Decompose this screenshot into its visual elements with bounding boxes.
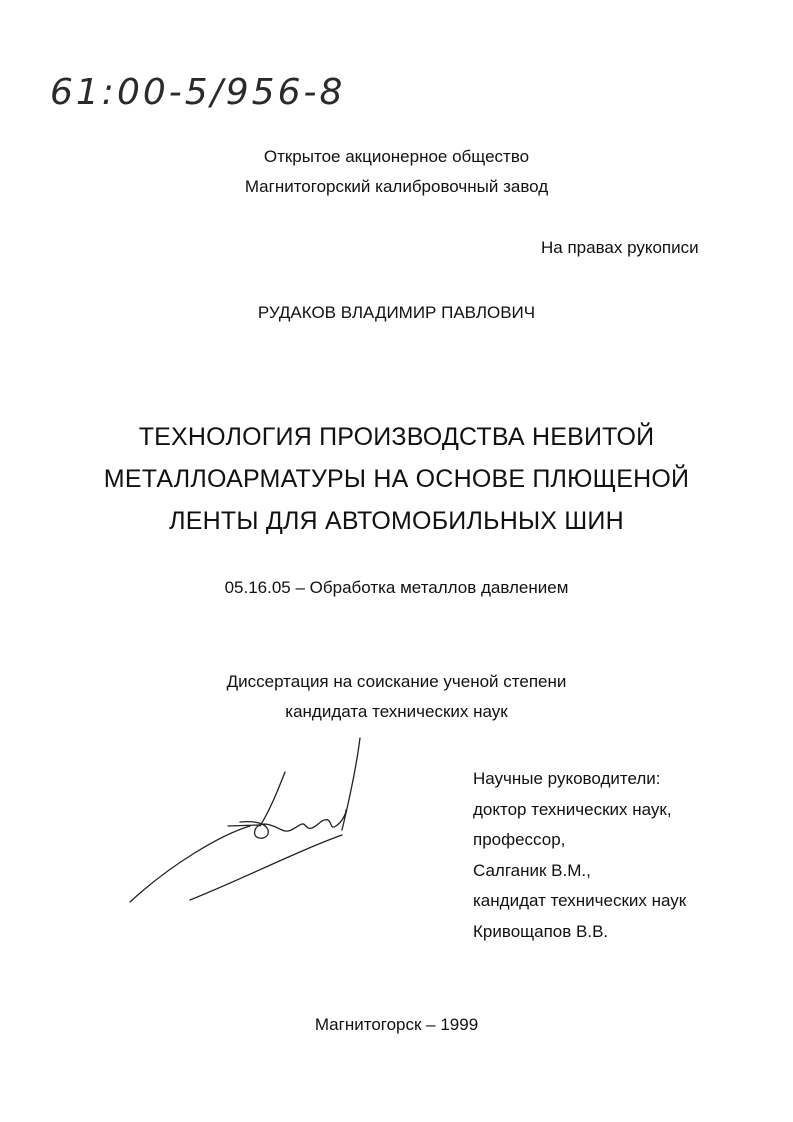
supervisors-heading: Научные руководители: (473, 769, 661, 788)
organization-block (0, 142, 793, 202)
thesis-title-line-2: МЕТАЛЛОАРМАТУРЫ НА ОСНОВЕ ПЛЮЩЕНОЙ (103, 465, 690, 493)
degree-statement (0, 667, 793, 727)
archive-number-handwritten: 61:00-5/956-8 (50, 72, 346, 113)
supervisor-2-name: Кривощапов В.В. (473, 921, 609, 941)
thesis-title-line-3: ЛЕНТЫ ДЛЯ АВТОМОБИЛЬНЫХ ШИН (169, 507, 624, 535)
thesis-title-line-1: ТЕХНОЛОГИЯ ПРОИЗВОДСТВА НЕВИТОЙ (138, 423, 655, 451)
organization-line-2: Магнитогорский калибровочный завод (244, 177, 549, 196)
organization-line-1: Открытое акционерное общество (263, 147, 530, 166)
supervisor-1-degree: доктор технических наук, (473, 799, 672, 819)
manuscript-rights-note: На правах рукописи (541, 238, 699, 257)
degree-line-2: кандидата технических наук (285, 702, 508, 721)
scientific-supervisors (473, 764, 686, 947)
specialty-code: 05.16.05 – Обработка металлов давлением (224, 578, 569, 597)
degree-line-1: Диссертация на соискание ученой степени (226, 672, 567, 691)
supervisor-1-title: профессор, (473, 830, 566, 849)
signature-handwritten (110, 730, 370, 920)
author-name: РУДАКОВ ВЛАДИМИР ПАВЛОВИЧ (257, 303, 536, 322)
city-year: Магнитогорск – 1999 (314, 1015, 479, 1034)
supervisor-1-name: Салганик В.М., (473, 860, 591, 880)
thesis-title (0, 416, 793, 542)
supervisor-2-degree: кандидат технических наук (473, 891, 687, 910)
